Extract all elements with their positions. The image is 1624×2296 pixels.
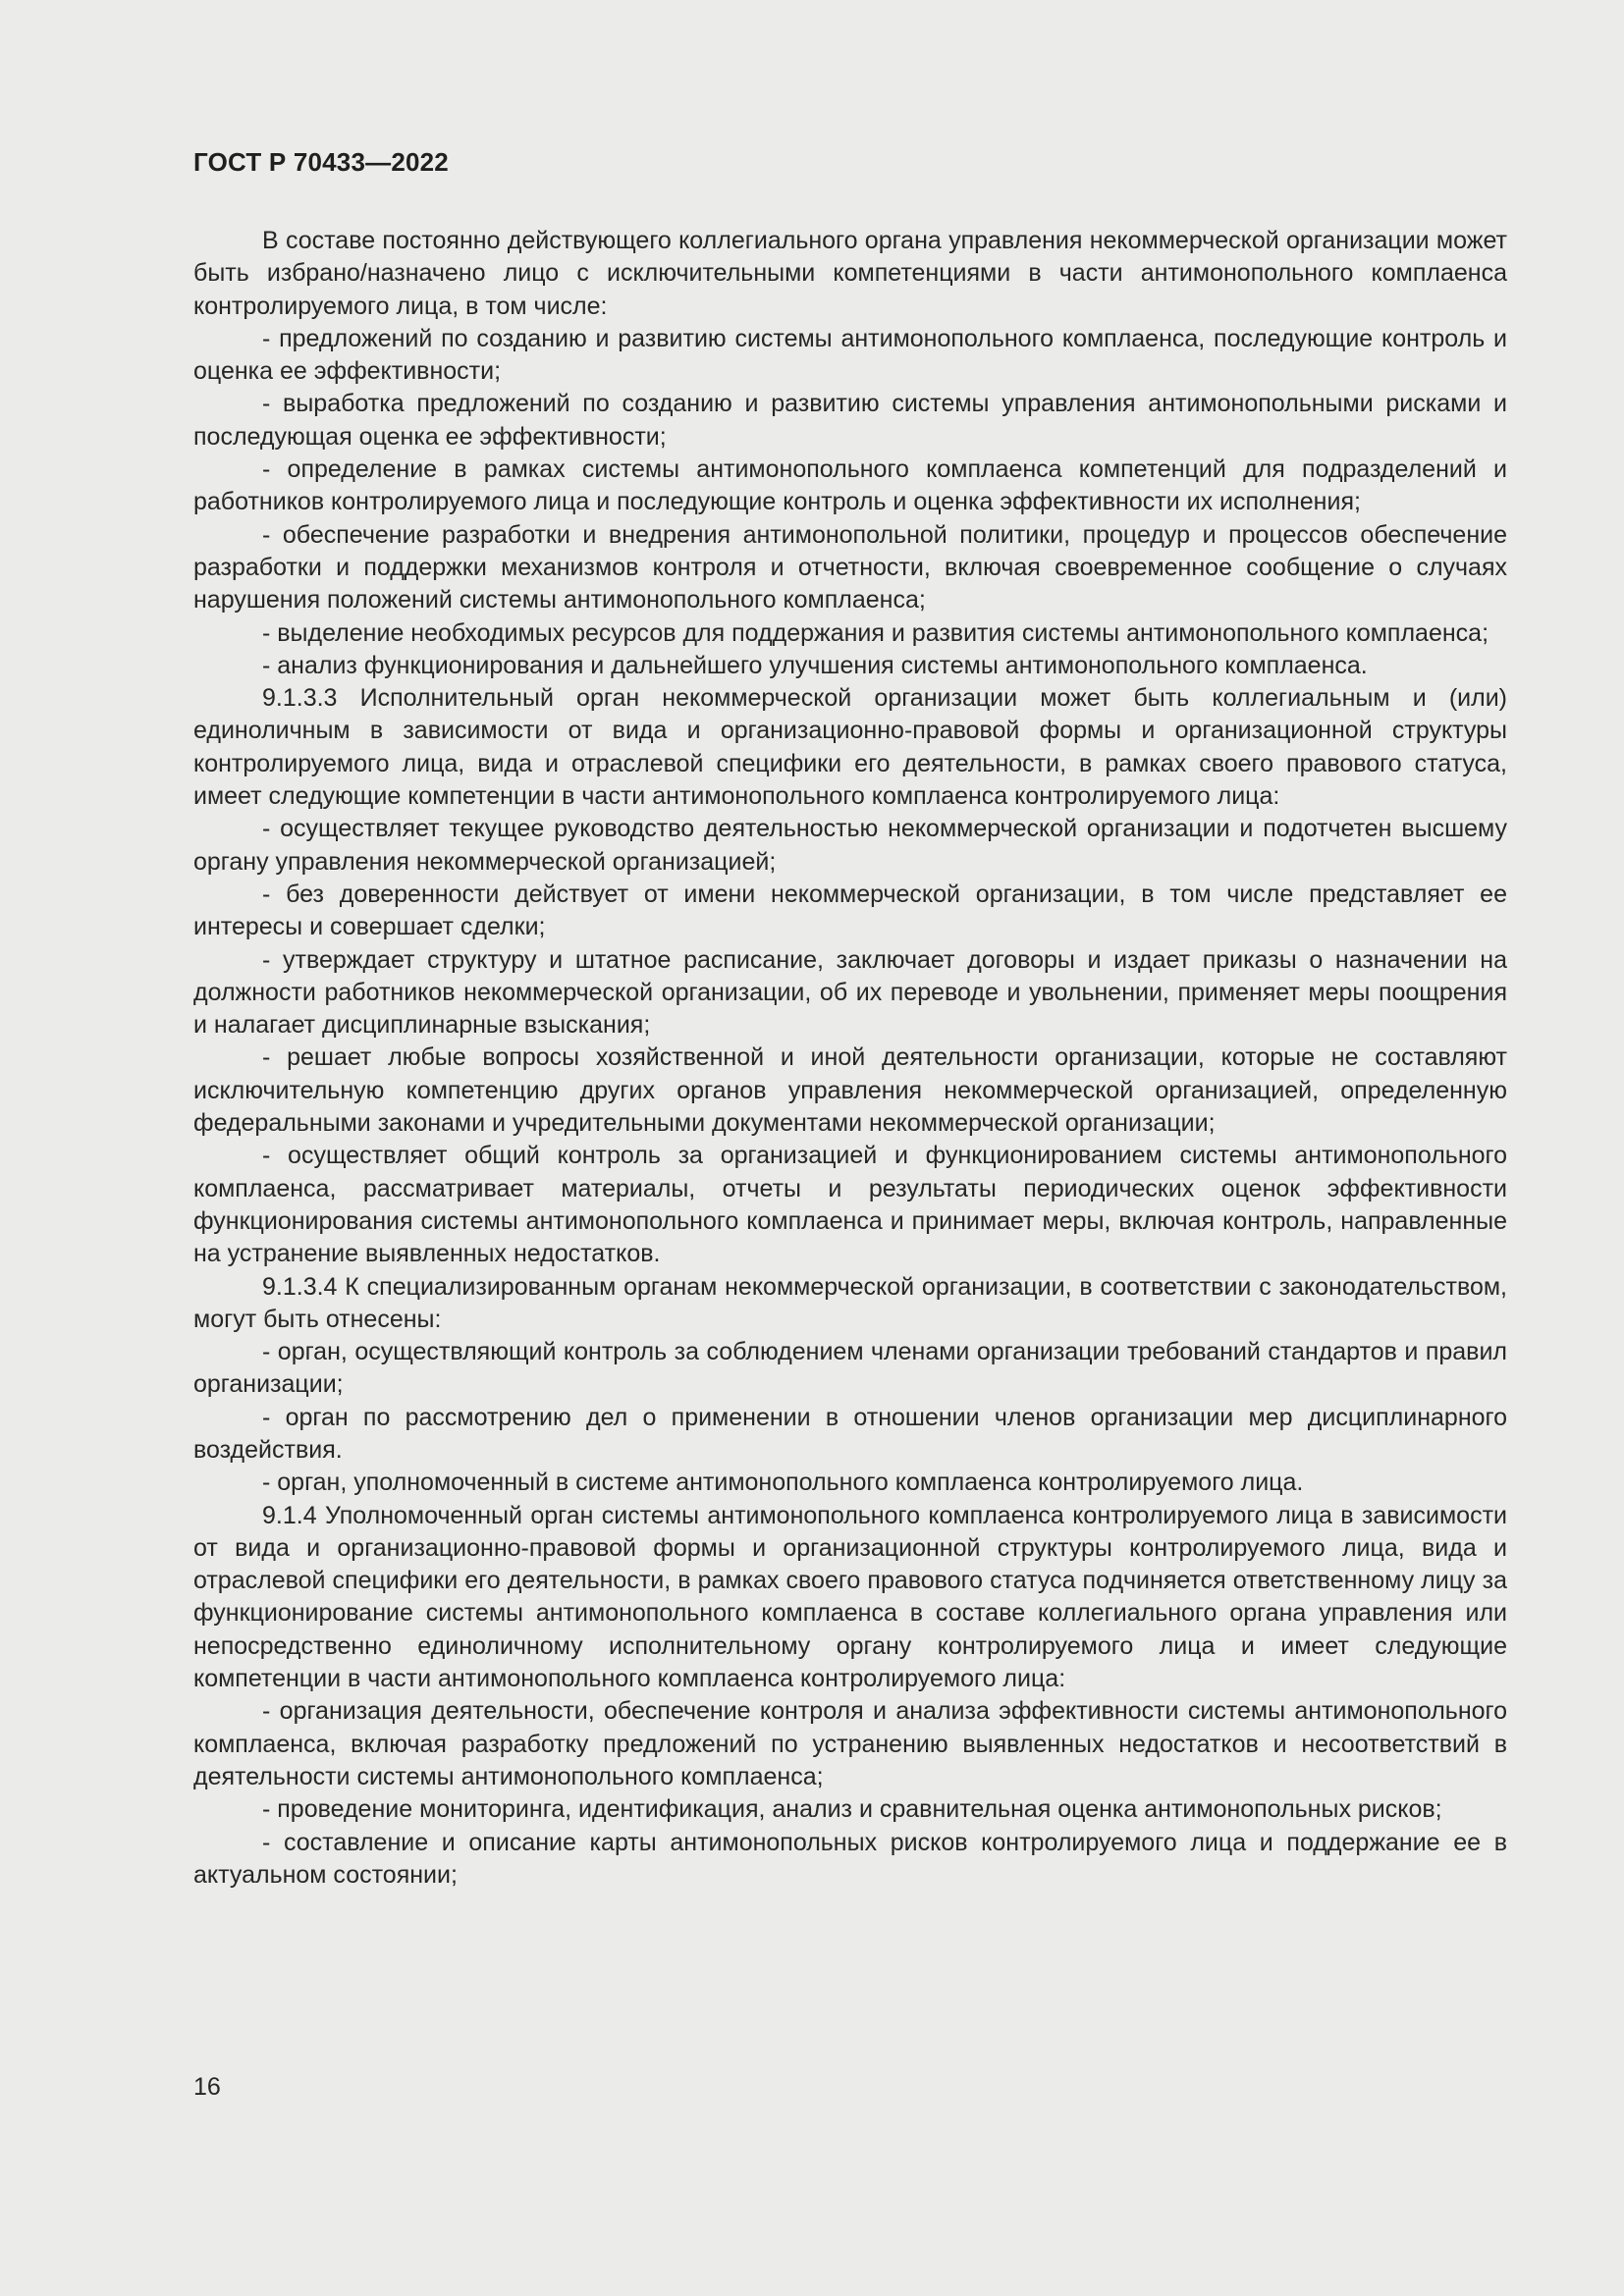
- list-item: - без доверенности действует от имени некоммерческой организации, в том числе представляет ее интересы и совершает сделки;: [193, 880, 1507, 941]
- paragraph: В составе постоянно действующего коллегиального органа управления некоммерческой организации может быть избрано/назначено лицо с исключительными компетенциями в части антимонопольного комплаенса контролируемого лица, в том числе:: [193, 227, 1507, 320]
- list-item: - выделение необходимых ресурсов для поддержания и развития системы антимонопольного комплаенса;: [262, 618, 1489, 647]
- list-item: - орган по рассмотрению дел о применении в отношении членов организации мер дисциплинарного воздействия.: [193, 1403, 1507, 1464]
- list-item: - осуществляет общий контроль за организацией и функционированием системы антимонопольного комплаенса, рассматривает материалы, отчеты и результаты периодических оценок эффективности функционирования системы антимонопольного комплаенса и принимает меры, включая контроль, направленные на устранение выявленных недостатков.: [193, 1142, 1507, 1268]
- list-item: - решает любые вопросы хозяйственной и иной деятельности организации, которые не составляют исключительную компетенцию других органов управления некоммерческой организацией, определенную федеральными законами и учредительными документами некоммерческой организации;: [193, 1043, 1507, 1138]
- list-item: - орган, уполномоченный в системе антимонопольного комплаенса контролируемого лица.: [262, 1468, 1304, 1497]
- page-number: 16: [193, 2073, 221, 2101]
- document-code-header: ГОСТ Р 70433—2022: [193, 147, 449, 177]
- list-item: - выработка предложений по созданию и развитию системы управления антимонопольными рисками и последующая оценка ее эффективности;: [193, 390, 1507, 451]
- document-body: [193, 225, 1507, 1892]
- list-item: - орган, осуществляющий контроль за соблюдением членами организации требований стандартов и правил организации;: [193, 1338, 1507, 1399]
- section-9-1-3-3-paragraph: 9.1.3.3 Исполнительный орган некоммерческой организации может быть коллегиальным и (или) единоличным в зависимости от вида и организационно-правовой формы и организационной структуры контролируемого лица, вида и отраслевой специфики его деятельности, в рамках своего правового статуса, имеет следующие компетенции в части антимонопольного комплаенса контролируемого лица:: [193, 684, 1507, 811]
- list-item: - проведение мониторинга, идентификация, анализ и сравнительная оценка антимонопольных рисков;: [262, 1795, 1442, 1824]
- list-item: - организация деятельности, обеспечение контроля и анализа эффективности системы антимонопольного комплаенса, включая разработку предложений по устранению выявленных недостатков и несоответствий в деятельности системы антимонопольного комплаенса;: [193, 1697, 1507, 1790]
- section-9-1-3-4-paragraph: 9.1.3.4 К специализированным органам некоммерческой организации, в соответствии с законодательством, могут быть отнесены:: [193, 1272, 1507, 1333]
- list-item: - обеспечение разработки и внедрения антимонопольной политики, процедур и процессов обеспечение разработки и поддержки механизмов контроля и отчетности, включая своевременное сообщение о случаях нарушения положений системы антимонопольного комплаенса;: [193, 520, 1507, 614]
- list-item: - определение в рамках системы антимонопольного комплаенса компетенций для подразделений и работников контролируемого лица и последующие контроль и оценка эффективности их исполнения;: [193, 455, 1507, 516]
- list-item: - предложений по созданию и развитию системы антимонопольного комплаенса, последующие контроль и оценка ее эффективности;: [193, 324, 1507, 386]
- list-item: - составление и описание карты антимонопольных рисков контролируемого лица и поддержание ее в актуальном состоянии;: [193, 1828, 1507, 1889]
- list-item: - осуществляет текущее руководство деятельностью некоммерческой организации и подотчетен высшему органу управления некоммерческой организацией;: [193, 815, 1507, 876]
- section-9-1-4-paragraph: 9.1.4 Уполномоченный орган системы антимонопольного комплаенса контролируемого лица в зависимости от вида и организационно-правовой формы и организационной структуры контролируемого лица, вида и отраслевой специфики его деятельности, в рамках своего правового статуса подчиняется ответственному лицу за функционирование системы антимонопольного комплаенса в составе коллегиального органа управления или непосредственно единоличному исполнительному органу контролируемого лица и имеет следующие компетенции в части антимонопольного комплаенса контролируемого лица:: [193, 1501, 1507, 1693]
- list-item: - утверждает структуру и штатное расписание, заключает договоры и издает приказы о назначении на должности работников некоммерческой организации, об их переводе и увольнении, применяет меры поощрения и налагает дисциплинарные взыскания;: [193, 945, 1507, 1040]
- list-item: - анализ функционирования и дальнейшего улучшения системы антимонопольного комплаенса.: [262, 651, 1368, 679]
